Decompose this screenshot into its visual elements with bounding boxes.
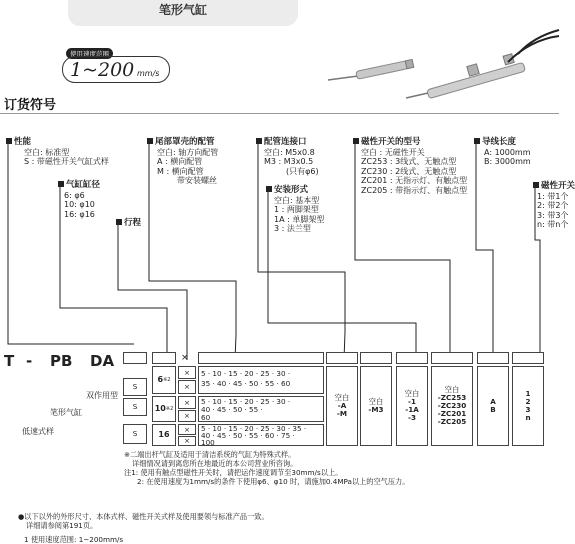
code-box-count [512,352,544,364]
lead-option: A [490,397,496,406]
switch-count-line: n: 带n个 [537,220,569,229]
label-pen-cylinder: 笔形气缸 [50,408,82,417]
table-port-dir-options [326,366,358,446]
table-s-cell: S [123,378,147,396]
code-pb: PB [50,352,73,370]
note-line: ※二端出杆气缸及适用于清洁系统的气缸为特殊式样。 [124,450,296,459]
table-mount-options [396,366,428,446]
switch-option: -ZC205 [437,417,467,426]
port-dir-option: 空白 [334,393,350,402]
bore-value: 10 [154,404,166,413]
mount-line: 3 : 法兰型 [274,224,311,233]
block-switch-count [533,182,575,230]
switch-option: 空白 [444,385,460,394]
footer [18,512,269,530]
table-strokes-10 [198,396,324,422]
block-port-dir [147,138,218,186]
port-dir-line: M : 横向配管 [157,166,204,176]
block-stroke [116,219,141,229]
code-box-stroke [198,352,324,364]
footer-line: 详细请参阅第191页。 [26,521,98,530]
stroke-row: 60 [201,413,211,422]
mount-option: 空白 [404,389,420,398]
count-option: 1 [525,389,531,398]
page-title: 笔形气缸 [158,3,207,17]
switch-line: ZC230 : 2线式、无触点型 [361,166,457,176]
block-performance [6,138,109,167]
stroke-row: 5 · 10 · 15 · 20 · 25 · 30 · [201,369,291,378]
stroke-row: 40 · 45 · 50 · 55 · [201,405,263,414]
switch-option: -ZC230 [437,401,467,410]
speed-badge-label: 使用速度范围 [66,48,113,59]
switch-line: ZC253 : 3线式、无触点型 [361,157,457,166]
table-lead-options [477,366,509,446]
mount-line: 1A : 单脚架型 [274,214,325,224]
table-count-options [512,366,544,446]
bore-line: 6: φ6 [64,190,85,200]
table-strokes-16 [198,424,324,446]
port-option: 空白 [368,397,384,406]
section-title: 订货符号 [4,98,57,113]
table-times: × [178,436,196,446]
performance-line: 空白: 标准型 [24,147,70,157]
lead-line: A: 1000mm [484,147,531,157]
port-dir-heading: 尾部罩壳的配管 [147,138,218,148]
notes [124,450,409,486]
table-port-options [360,366,392,446]
table-bore-16 [152,424,176,446]
switch-heading: 磁性开关的型号 [353,138,467,148]
bore-line: 16: φ16 [64,209,95,219]
footer-line: ●以下以外的外形尺寸、本体式样、磁性开关式样及使用要领与标准产品一致。 [18,512,269,521]
port-option: -M3 [368,405,384,414]
stroke-row: 100 [201,438,215,447]
switch-count-line: 2: 带2个 [537,201,569,210]
speed-badge-value: 1~200 [70,59,135,81]
table-s-cell: S [123,424,147,444]
mount-option: -1A [405,405,419,414]
bore-heading: 气缸缸径 [58,181,100,191]
note-line: 详细情况请到离您所在地最近的本公司营业所咨询。 [132,459,298,468]
table-bore-6 [152,366,176,394]
port-dir-option: -A [337,401,347,410]
speed-badge-unit: mm/s [137,69,160,78]
table-times: × [178,424,196,435]
label-low-speed: 低速式样 [22,427,54,436]
lead-option: B [490,405,496,414]
port-dir-line: 空白: 轴方向配管 [157,147,219,157]
block-bore [58,181,100,219]
code-box-s [123,352,147,364]
port-line: (只有φ6) [286,166,319,176]
switch-option: -ZC201 [437,409,467,418]
label-double-acting: 双作用型 [86,391,118,400]
footer-cut-line: 1 使用速度范围: 1~200mm/s [24,535,124,544]
switch-option: -ZC253 [437,393,467,402]
code-box-port [360,352,392,364]
lead-heading: 导线长度 [474,138,531,148]
stroke-row: 40 · 45 · 50 · 55 · 60 · 75 · [201,431,295,440]
performance-line: S : 带磁性开关气缸式样 [24,157,109,166]
code-box-switch [431,352,473,364]
block-mount [266,186,324,234]
port-dir-option: -M [336,409,348,418]
mount-line: 空白: 基本型 [274,195,320,205]
note-mark: ※2 [163,377,171,383]
stroke-row: 35 · 40 · 45 · 50 · 55 · 60 [201,379,291,388]
table-times: × [178,366,196,379]
code-times: × [181,353,189,363]
note-mark: ※2 [165,406,174,412]
switch-line: 空白 : 无磁性开关 [361,147,425,157]
table-switch-options [431,366,473,446]
block-switch [353,138,467,195]
mount-line: 1 : 两脚架型 [274,205,319,214]
stroke-heading: 行程 [116,219,141,229]
table-strokes-6 [198,366,324,394]
mount-option: -1 [408,397,416,406]
port-dir-line: A : 横向配管 [157,157,203,166]
port-dir-line: 带安装螺丝 [177,176,217,185]
table-times: × [178,380,196,394]
code-t: T [4,352,15,370]
port-line: 空白: M5x0.8 [264,147,315,157]
bore-line: 10: φ10 [64,200,95,209]
port-line: M3 : M3x0.5 [264,157,314,166]
code-box-lead [477,352,509,364]
code-box-bore [152,352,176,364]
switch-count-line: 1: 带1个 [537,191,569,201]
count-option: n [525,413,531,422]
block-port [256,138,319,176]
count-option: 2 [525,397,531,406]
block-lead [474,138,531,167]
note-line: 2: 在使用速度为1mm/s的条件下使用φ6、φ10 时，请施加0.4MPa以上的空气压力。 [137,477,410,486]
code-dash: - [26,352,33,370]
lead-line: B: 3000mm [484,157,531,166]
port-heading: 配管连接口 [256,138,319,148]
stroke-row: 5 · 10 · 15 · 20 · 25 · 30 · [201,397,291,406]
table-times: × [178,396,196,409]
code-da: DA [90,352,115,370]
count-option: 3 [525,405,531,414]
code-box-port-dir [326,352,358,364]
table-bore-10 [152,396,176,422]
note-line: 注1: 使用有触点型磁性开关时，请把运作速度调节至30mm/s以上。 [124,468,343,477]
mount-heading: 安装形式 [266,186,324,196]
switch-count-heading: 磁性开关 [533,182,575,192]
performance-heading: 性能 [6,138,109,148]
bore-value: 6 [157,375,164,384]
switch-count-line: 3: 带3个 [537,210,569,220]
stroke-row: 5 · 10 · 15 · 20 · 25 · 30 · 35 · [201,424,307,433]
code-box-mount [396,352,428,364]
switch-line: ZC205 : 带指示灯、有触点型 [361,185,468,195]
table-s-cell: S [123,398,147,416]
mount-option: -3 [408,413,416,422]
table-times: × [178,410,196,422]
switch-line: ZC201 : 无指示灯、有触点型 [361,176,468,185]
bore-value: 16 [158,430,170,439]
